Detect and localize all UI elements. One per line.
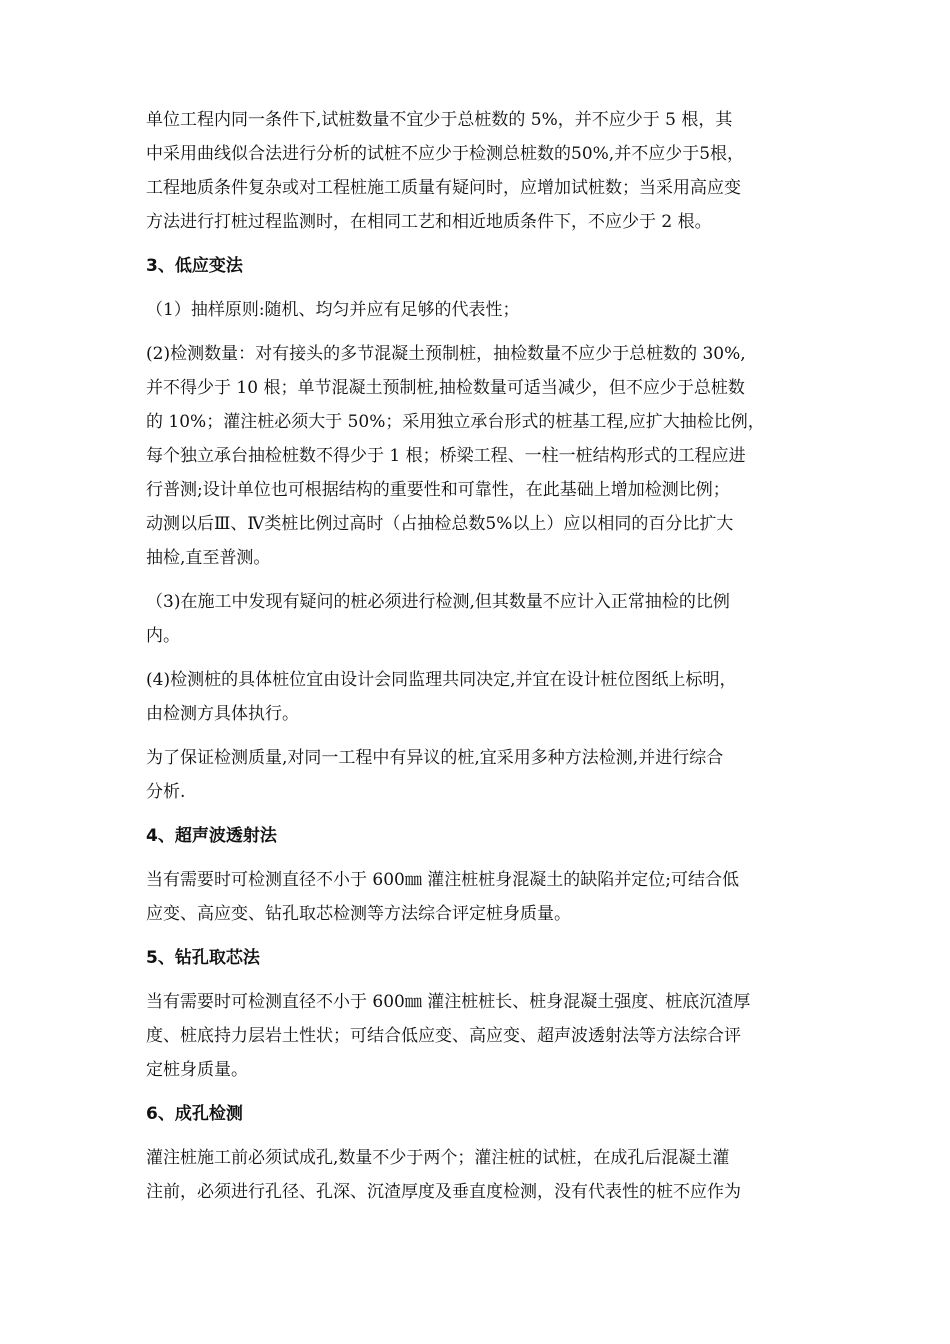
text-line: 动测以后Ⅲ、Ⅳ类桩比例过高时（占抽检总数5%以上）应以相同的百分比扩大 (146, 514, 734, 534)
text-line: 为了保证检测质量,对同一工程中有异议的桩,宜采用多种方法检测,并进行综合 (146, 748, 724, 768)
text-line: 抽检,直至普测。 (146, 548, 271, 568)
text-line: 注前，必须进行孔径、孔深、沉渣厚度及垂直度检测，没有代表性的桩不应作为 (146, 1182, 741, 1202)
section-heading-6: 6、成孔检测 (146, 1104, 243, 1124)
intro-paragraph (146, 103, 822, 239)
paragraph-hole-inspection (146, 1141, 822, 1209)
text-line: 中采用曲线似合法进行分析的试桩不应少于检测总桩数的50%,并不应少于5根， (146, 144, 745, 164)
paragraph-sampling-principle (146, 293, 822, 327)
text-line: (2)检测数量：对有接头的多节混凝土预制桩，抽检数量不应少于总桩数的 30%, (146, 344, 746, 364)
text-line: 分析. (146, 782, 186, 802)
section-heading-5: 5、钻孔取芯法 (146, 948, 260, 968)
text-line: 并不得少于 10 根；单节混凝土预制桩,抽检数量可适当减少，但不应少于总桩数 (146, 378, 745, 398)
text-line: 由检测方具体执行。 (146, 704, 299, 724)
text-line: 的 10%；灌注桩必须大于 50%；采用独立承台形式的桩基工程,应扩大抽检比例， (146, 412, 765, 432)
paragraph-pile-position (146, 663, 822, 731)
text-line: 内。 (146, 626, 180, 646)
section-heading-4: 4、超声波透射法 (146, 826, 277, 846)
document-page (146, 103, 822, 1219)
text-line: 每个独立承台抽检桩数不得少于 1 根；桥梁工程、一柱一桩结构形式的工程应进 (146, 446, 746, 466)
text-line: （1）抽样原则:随机、均匀并应有足够的代表性； (146, 300, 520, 320)
text-line: （3)在施工中发现有疑问的桩必须进行检测,但其数量不应计入正常抽检的比例 (146, 592, 730, 612)
paragraph-quality-assurance (146, 741, 822, 809)
paragraph-suspect-piles (146, 585, 822, 653)
text-line: 工程地质条件复杂或对工程桩施工质量有疑问时，应增加试桩数；当采用高应变 (146, 178, 741, 198)
text-line: 单位工程内同一条件下,试桩数量不宜少于总桩数的 5%，并不应少于 5 根，其 (146, 110, 733, 130)
text-line: (4)检测桩的具体桩位宜由设计会同监理共同决定,并宜在设计桩位图纸上标明， (146, 670, 737, 690)
text-line: 方法进行打桩过程监测时，在相同工艺和相近地质条件下，不应少于 2 根。 (146, 212, 712, 232)
text-line: 灌注桩施工前必须试成孔,数量不少于两个；灌注桩的试桩，在成孔后混凝土灌 (146, 1148, 730, 1168)
paragraph-ultrasonic (146, 863, 822, 931)
text-line: 应变、高应变、钻孔取芯检测等方法综合评定桩身质量。 (146, 904, 571, 924)
paragraph-core-drilling (146, 985, 822, 1087)
section-heading-3: 3、低应变法 (146, 256, 243, 276)
text-line: 定桩身质量。 (146, 1060, 248, 1080)
text-line: 行普测;设计单位也可根据结构的重要性和可靠性，在此基础上增加检测比例； (146, 480, 730, 500)
text-line: 当有需要时可检测直径不小于 600㎜ 灌注桩桩长、桩身混凝土强度、桩底沉渣厚 (146, 992, 751, 1012)
text-line: 度、桩底持力层岩土性状；可结合低应变、高应变、超声波透射法等方法综合评 (146, 1026, 741, 1046)
paragraph-test-quantity (146, 337, 822, 575)
text-line: 当有需要时可检测直径不小于 600㎜ 灌注桩桩身混凝土的缺陷并定位;可结合低 (146, 870, 739, 890)
